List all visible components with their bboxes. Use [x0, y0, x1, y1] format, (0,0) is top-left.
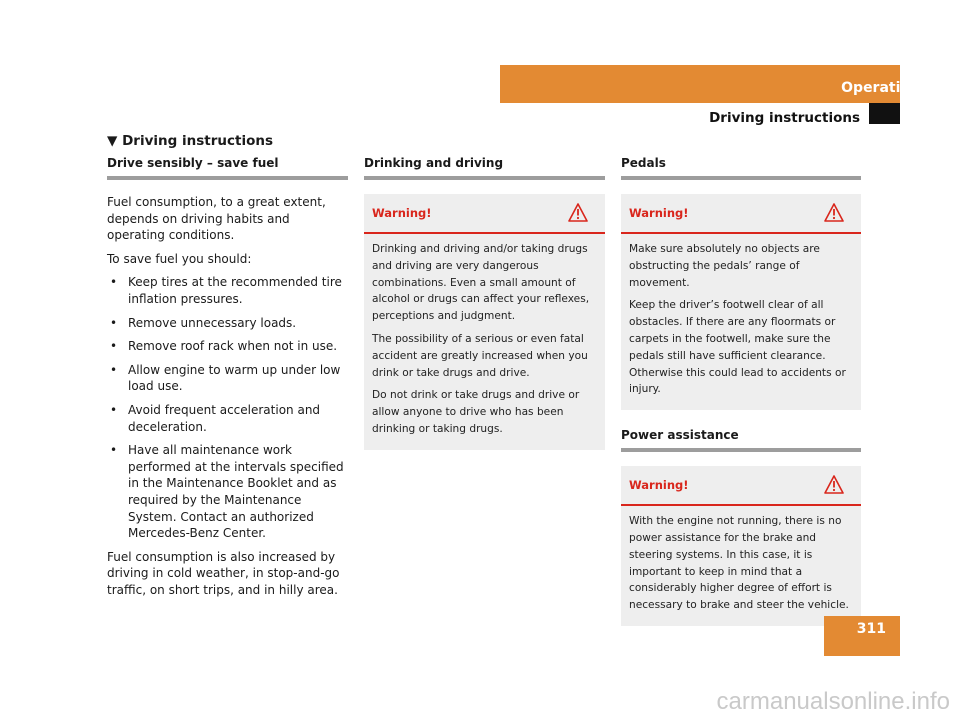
header-marker-block: [869, 103, 900, 124]
section-title: [107, 133, 273, 149]
warning-body: [364, 234, 605, 450]
warning-body: [621, 234, 861, 410]
warning-paragraph: Keep the driver’s footwell clear of all obstacles. If there are any floormats or carpets in the footwell, make sure the pedals still have sufficient clearance. Otherwise this could lead to accidents or injury.: [629, 299, 846, 396]
bullet-icon: •: [110, 275, 118, 290]
warning-header: [621, 194, 861, 234]
warning-box-drinking: [364, 194, 605, 450]
fuel-text: [107, 194, 348, 598]
list-item: • Allow engine to warm up under low load use.: [110, 362, 341, 394]
warning-box-power: [621, 466, 861, 626]
warning-triangle-icon: [568, 203, 588, 226]
heading-drive-sensibly: Drive sensibly – save fuel: [107, 156, 348, 180]
watermark: carmanualsonline.info: [716, 688, 950, 715]
warning-box-pedals: [621, 194, 861, 410]
warning-paragraph: Drinking and driving and/or taking drugs and driving are very dangerous combinations. Even a small amount of alcohol or drugs can affect your reflexes, perceptions and judgment.: [372, 243, 590, 323]
header-section-bar: [500, 65, 900, 103]
warning-paragraph: Do not drink or take drugs and drive or allow anyone to drive who has been drinking or taking drugs.: [372, 389, 580, 435]
header-section-title: Operation: [841, 80, 920, 96]
heading-drinking-driving: Drinking and driving: [364, 156, 605, 180]
warning-label: Warning!: [372, 206, 432, 220]
heading-pedals: Pedals: [621, 156, 861, 180]
section-title-text: Driving instructions: [122, 133, 273, 149]
header-subsection-title: Driving instructions: [709, 110, 860, 126]
warning-triangle-icon: [824, 475, 844, 498]
bullet-icon: •: [110, 402, 118, 417]
list-item: • Keep tires at the recommended tire inflation pressures.: [110, 275, 342, 306]
warning-label: Warning!: [629, 206, 689, 220]
bullet-icon: •: [110, 362, 118, 377]
warning-paragraph: Make sure absolutely no objects are obstructing the pedals’ range of movement.: [629, 243, 820, 289]
bullet-icon: •: [110, 315, 118, 330]
warning-body: [621, 506, 861, 626]
page-number-box: [824, 616, 900, 656]
heading-power-assistance: Power assistance: [621, 428, 861, 452]
triangle-down-icon: ▼: [107, 133, 118, 149]
list-item: • Avoid frequent acceleration and deceleration.: [110, 402, 321, 434]
warning-paragraph: The possibility of a serious or even fatal accident are greatly increased when you drink or take drugs and drive.: [372, 332, 588, 379]
column-fuel: [107, 156, 348, 605]
warning-triangle-icon: [824, 203, 844, 226]
bullet-icon: •: [110, 339, 118, 354]
bullet-icon: •: [110, 443, 118, 458]
fuel-closing: Fuel consumption is also increased by driving in cold weather, in stop-and-go traffic, on short trips, and in hilly area.: [107, 549, 340, 597]
column-drinking: [364, 156, 605, 450]
warning-paragraph: With the engine not running, there is no power assistance for the brake and steering systems. In this case, it is important to keep in mind that a considerably higher degree of effort is necessary to brake and steer the vehicle.: [629, 515, 849, 612]
warning-header: [364, 194, 605, 234]
warning-header: [621, 466, 861, 506]
list-item: • Remove unnecessary loads.: [110, 315, 297, 330]
fuel-intro: Fuel consumption, to a great extent, depends on driving habits and operating conditions.: [107, 195, 326, 243]
fuel-lead-in: To save fuel you should:: [107, 251, 252, 266]
page-number: 311: [856, 621, 886, 637]
warning-label: Warning!: [629, 478, 689, 493]
list-item: • Remove roof rack when not in use.: [110, 339, 338, 354]
column-pedals-power: [621, 156, 861, 626]
list-item: • Have all maintenance work performed at the intervals specified in the Maintenance Booklet and as required by the Maintenance System. Contact an authorized Mercedes-Benz Center.: [110, 443, 344, 541]
